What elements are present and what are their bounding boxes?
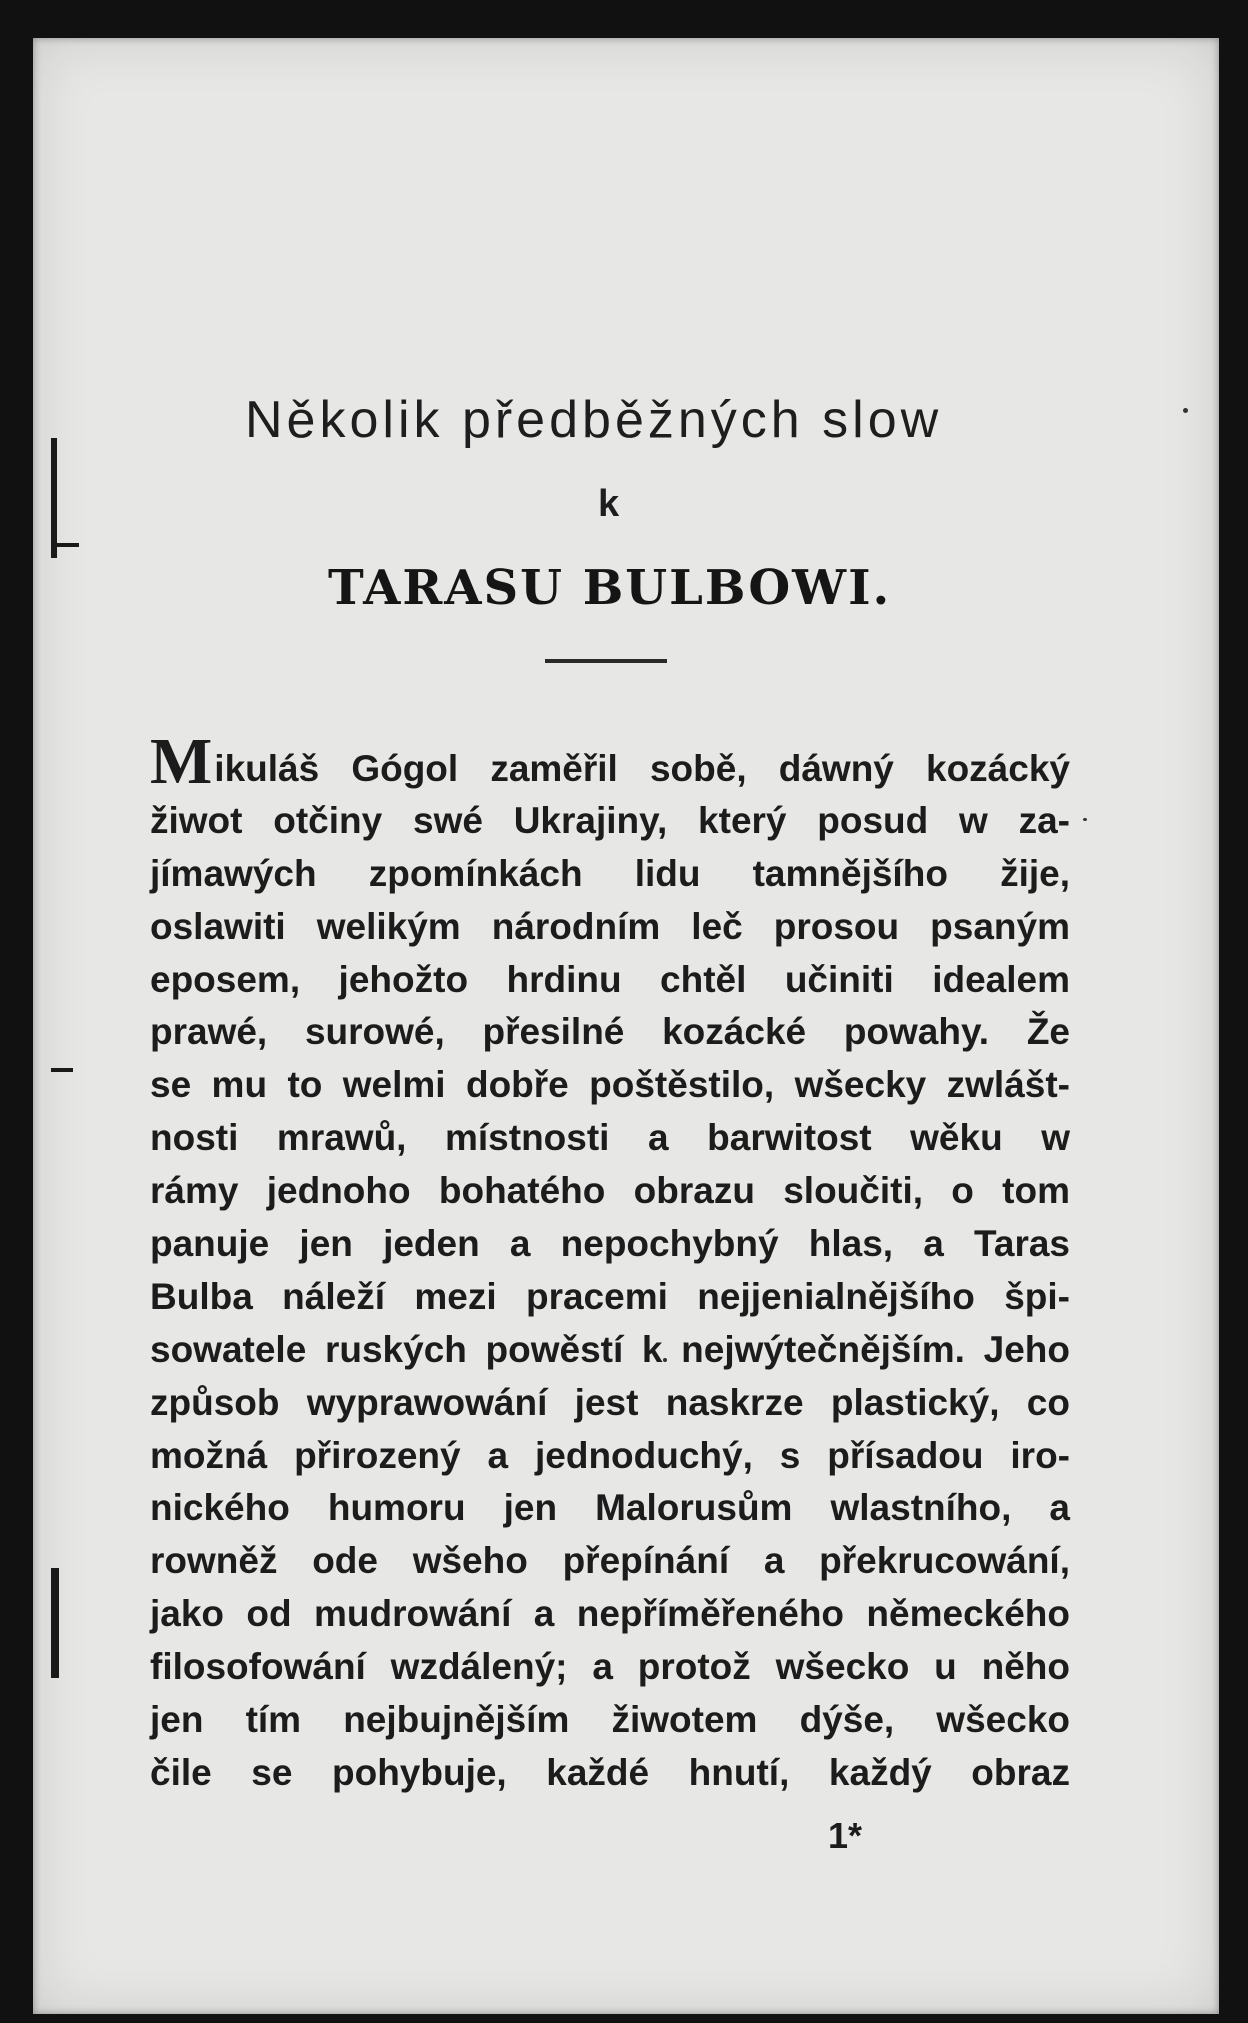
text-line: se mu to welmi dobře poštěstilo, wšecky zwlášt- <box>150 1064 1070 1106</box>
paper-speck <box>1083 818 1087 821</box>
text-line: rámy jednoho bohatého obrazu sloučiti, o tom <box>150 1170 1070 1212</box>
binding-mark <box>51 543 79 547</box>
body-paragraph <box>150 725 1070 1800</box>
text-line: žiwot otčiny swé Ukrajiny, který posud w za- <box>150 799 1070 841</box>
title-divider <box>545 659 667 663</box>
text-line: nického humoru jen Malorusům wlastního, a <box>150 1487 1070 1529</box>
text-line: jako od mudrowání a nepříměřeného německého <box>150 1593 1070 1635</box>
binding-mark <box>51 1568 59 1678</box>
text-line: prawé, surowé, přesilné kozácké powahy. Že <box>150 1011 1070 1053</box>
page-subtitle: TARASU BULBOWI. <box>328 560 892 616</box>
text-line: čile se pohybuje, každé hnutí, každý obraz <box>150 1751 1070 1793</box>
text-line: jímawých zpomínkách lidu tamnějšího žije, <box>150 852 1070 894</box>
text-line: Mikuláš Gógol zaměřil sobě, dáwný kozácký <box>150 725 1070 798</box>
text-line: možná přirozený a jednoduchý, s přísadou iro- <box>150 1434 1070 1476</box>
text-line: způsob wyprawowání jest naskrze plastický, co <box>150 1381 1070 1423</box>
text-line: jen tím nejbujnějším žiwotem dýše, wšecko <box>150 1699 1070 1741</box>
text-line: rowněž ode wšeho přepínání a překrucowání, <box>150 1540 1070 1582</box>
page-title: Několik předběžných slow <box>245 391 943 449</box>
text-line: filosofowání wzdálený; a protož wšecko u něho <box>150 1646 1070 1688</box>
title-connector: k <box>598 483 620 525</box>
signature-mark: 1* <box>828 1815 863 1856</box>
text-line: panuje jen jeden a nepochybný hlas, a Taras <box>150 1223 1070 1265</box>
paper-speck <box>1183 408 1188 413</box>
binding-mark <box>51 1068 73 1072</box>
text-line: eposem, jehožto hrdinu chtěl učiniti idealem <box>150 958 1070 1000</box>
text-line: sowatele ruských powěstí k nejwýtečnějším. Jeho <box>150 1328 1070 1370</box>
binding-mark <box>51 438 57 558</box>
text-line: nosti mrawů, místnosti a barwitost wěku w <box>150 1117 1070 1159</box>
drop-cap: M <box>150 725 213 798</box>
text-line: Bulba náleží mezi pracemi nejjenialnějšího špi- <box>150 1275 1070 1317</box>
text-line: oslawiti welikým národním leč prosou psaným <box>150 905 1070 947</box>
